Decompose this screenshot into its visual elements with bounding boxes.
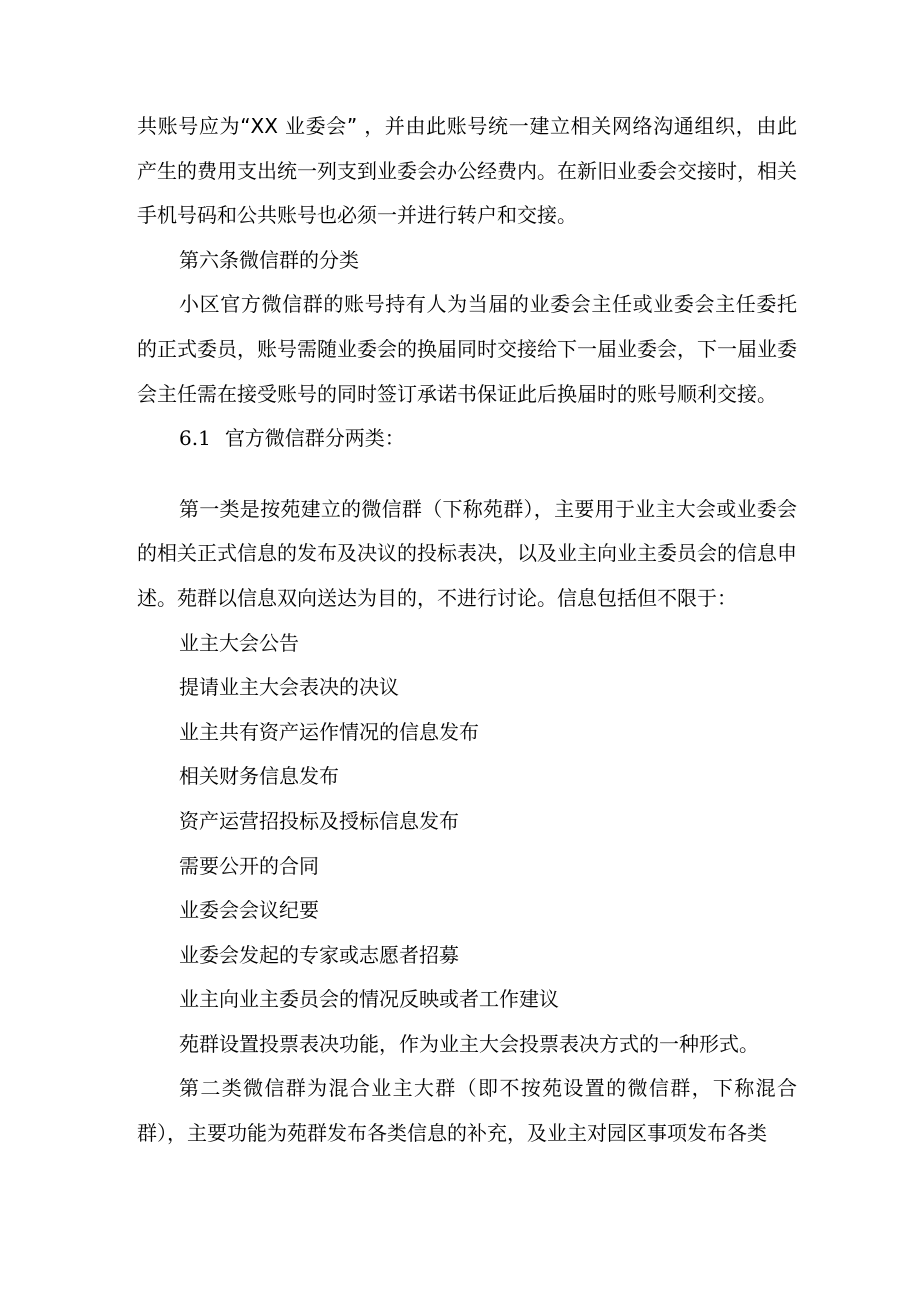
paragraph-account-continuation: 共账号应为“XX 业委会” ，并由此账号统一建立相关网络沟通组织，由此产生的费用支出统一列支到业委会办公经费内。在新旧业委会交接时，相关手机号码和公共账号也必须一并进行转户和交接。: [137, 114, 797, 228]
info-item-list: [137, 621, 797, 1022]
list-item: 业主大会公告: [179, 630, 299, 655]
list-item: 提请业主大会表决的决议: [179, 675, 399, 700]
list-item: 业委会发起的专家或志愿者招募: [179, 942, 459, 967]
paragraph-spacer: [137, 461, 797, 487]
section-title: 官方微信群分两类：: [224, 426, 405, 451]
paragraph-account-holder: 小区官方微信群的账号持有人为当届的业委会主任或业委会主任委托的正式委员，账号需随业委会的换届同时交接给下一届业委会，下一届业委会主任需在接受账号的同时签订承诺书保证此后换届时的账号顺利交接。: [137, 292, 797, 406]
paragraph-category-one: 第一类是按苑建立的微信群（下称苑群），主要用于业主大会或业委会的相关正式信息的发布及决议的投标表决，以及业主向业主委员会的信息申述。苑群以信息双向送达为目的，不进行讨论。信息包括但不限于：: [137, 496, 797, 610]
section-number: 6.1: [179, 426, 211, 451]
list-item: 需要公开的合同: [179, 853, 319, 878]
list-item: 业主向业主委员会的情况反映或者工作建议: [179, 987, 559, 1012]
document-body: [137, 104, 797, 1156]
section-6-1-heading: [137, 416, 797, 461]
article-6-heading: 第六条微信群的分类: [179, 247, 359, 272]
list-item: 资产运营招投标及授标信息发布: [179, 808, 459, 833]
list-item: 业主共有资产运作情况的信息发布: [179, 719, 479, 744]
list-item: 相关财务信息发布: [179, 764, 339, 789]
paragraph-voting-note: 苑群设置投票表决功能，作为业主大会投票表决方式的一种形式。: [179, 1031, 759, 1056]
paragraph-category-two: 第二类微信群为混合业主大群（即不按苑设置的微信群，下称混合群），主要功能为苑群发布各类信息的补充，及业主对园区事项发布各类: [137, 1076, 797, 1146]
list-item: 业委会会议纪要: [179, 898, 319, 923]
